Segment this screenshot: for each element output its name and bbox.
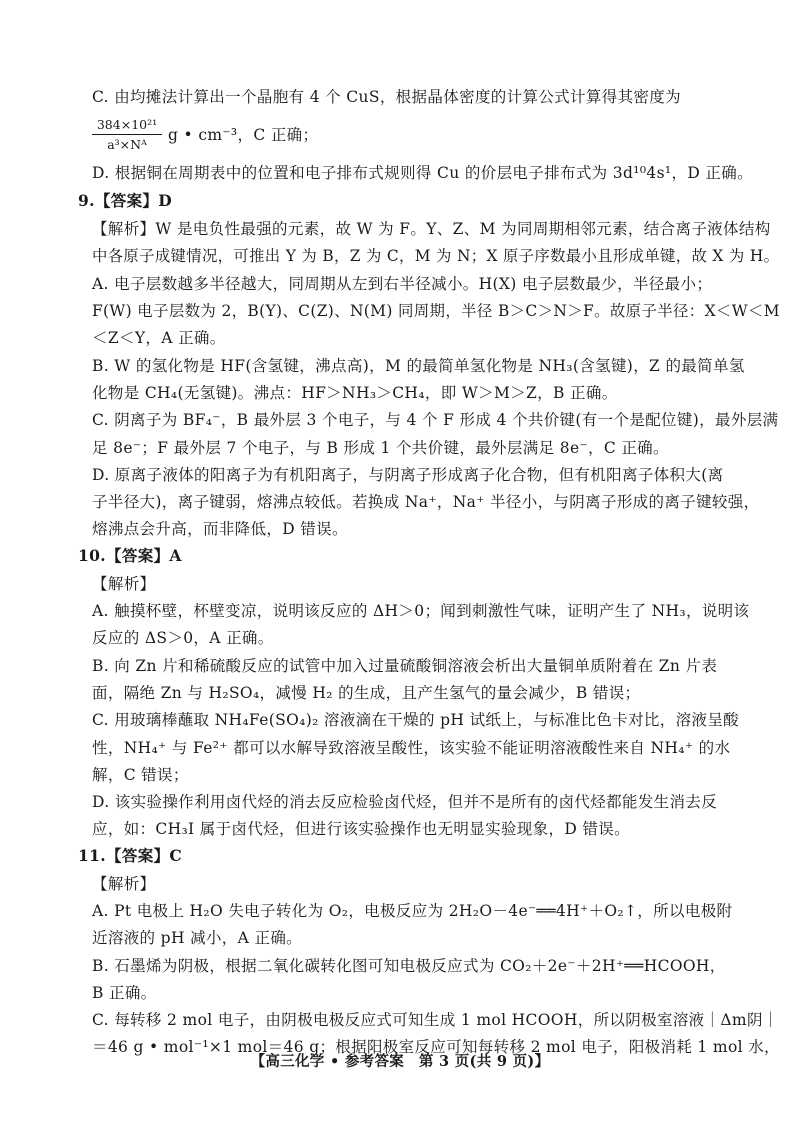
text-line: F(W) 电子层数为 2，B(Y)、C(Z)、N(M) 同周期，半径 B＞C＞N＞F。故原子半径：X＜W＜M — [92, 302, 780, 320]
text-line: C. 每转移 2 mol 电子，由阴极电极反应式可知生成 1 mol HCOOH，所以阴极室溶液｜Δm阴｜ — [92, 1011, 779, 1029]
text-line: D. 该实验操作利用卤代烃的消去反应检验卤代烃，但并不是所有的卤代烃都能发生消去反 — [92, 793, 718, 811]
text-line: B. W 的氢化物是 HF(含氢键，沸点高)，M 的最简单氢化物是 NH₃(含氢键)，Z 的最简单氢 — [92, 357, 745, 375]
text-line: 熔沸点会升高，而非降低，D 错误。 — [92, 520, 348, 538]
text-line: A. Pt 电极上 H₂O 失电子转化为 O₂，电极反应为 2H₂O－4e⁻══4H⁺＋O₂↑，所以电极附 — [92, 902, 733, 920]
text-line: g • cm⁻³，C 正确； — [168, 126, 319, 144]
text-line: C. 由均摊法计算出一个晶胞有 4 个 CuS，根据晶体密度的计算公式计算得其密度为 — [92, 88, 681, 106]
text-line: B. 向 Zn 片和稀硫酸反应的试管中加入过量硫酸铜溶液会析出大量铜单质附着在 Zn 片表 — [92, 657, 718, 675]
text-line: 面，隔绝 Zn 与 H₂SO₄，减慢 H₂ 的生成，且产生氢气的量会减少，B 错误； — [92, 684, 641, 702]
text-line: A. 触摸杯壁，杯壁变凉，说明该反应的 ΔH＞0；闻到刺激性气味，证明产生了 NH₃，说明该 — [92, 602, 750, 620]
text-line: D. 原离子液体的阳离子为有机阳离子，与阴离子形成离子化合物，但有机阳离子体积大(离 — [92, 466, 724, 484]
text-line: 足 8e⁻；F 最外层 7 个电子，与 B 形成 1 个共价键，最外层满足 8e⁻，C 正确。 — [92, 439, 669, 457]
text-line: ＜Z＜Y，A 正确。 — [92, 329, 226, 347]
analysis-label: 【解析】 — [92, 575, 156, 593]
text-line: 解，C 错误； — [92, 766, 189, 784]
text-line: 反应的 ΔS＞0，A 正确。 — [92, 629, 274, 647]
page-footer: 【高三化学 • 参考答案 第 3 页(共 9 页)】 — [250, 1053, 550, 1070]
text-line: 中各原子成键情况，可推出 Y 为 B，Z 为 C，M 为 N；X 原子序数最小且形成单键，故 X 为 H。 — [92, 247, 780, 265]
text-line: B 正确。 — [92, 984, 157, 1002]
answer-heading-10: 10.【答案】A — [78, 546, 182, 565]
text-line: A. 电子层数越多半径越大，同周期从左到右半径减小。H(X) 电子层数最少，半径最小； — [92, 275, 713, 293]
density-fraction — [92, 116, 162, 153]
text-line: 化物是 CH₄(无氢键)。沸点：HF＞NH₃＞CH₄，即 W＞M＞Z，B 正确。 — [92, 384, 618, 402]
fraction-denominator: a³×Nᴬ — [107, 137, 147, 152]
answer-heading-9: 9.【答案】D — [78, 191, 173, 210]
text-line: C. 阴离子为 BF₄⁻，B 最外层 3 个电子，与 4 个 F 形成 4 个共价键(有一个是配位键)，最外层满 — [92, 411, 779, 429]
text-line: B. 石墨烯为阴极，根据二氧化碳转化图可知电极反应式为 CO₂＋2e⁻＋2H⁺══HCOOH， — [92, 957, 726, 975]
text-line: 近溶液的 pH 减小，A 正确。 — [92, 929, 303, 947]
text-line: 【解析】W 是电负性最强的元素，故 W 为 F。Y、Z、M 为同周期相邻元素，结合离子液体结构 — [92, 220, 771, 238]
fraction-numerator: 384×10²¹ — [92, 116, 162, 135]
text-line: D. 根据铜在周期表中的位置和电子排布式规则得 Cu 的价层电子排布式为 3d¹⁰4s¹，D 正确。 — [92, 164, 753, 182]
text-line: 性，NH₄⁺ 与 Fe²⁺ 都可以水解导致溶液呈酸性，该实验不能证明溶液酸性来自 NH₄⁺ 的水 — [92, 739, 731, 757]
analysis-label: 【解析】 — [92, 875, 156, 893]
text-line: C. 用玻璃棒蘸取 NH₄Fe(SO₄)₂ 溶液滴在干燥的 pH 试纸上，与标准比色卡对比，溶液呈酸 — [92, 711, 740, 729]
answer-heading-11: 11.【答案】C — [78, 846, 183, 865]
text-line: 子半径大)，离子键弱，熔沸点较低。若换成 Na⁺，Na⁺ 半径小，与阴离子形成的离子键较强， — [92, 493, 760, 511]
text-line: ＝46 g • mol⁻¹×1 mol＝46 g；根据阳极室反应可知每转移 2 mol 电子，阳极消耗 1 mol 水， — [92, 1038, 780, 1056]
text-line: 应，如：CH₃I 属于卤代烃，但进行该实验操作也无明显实验现象，D 错误。 — [92, 820, 630, 838]
